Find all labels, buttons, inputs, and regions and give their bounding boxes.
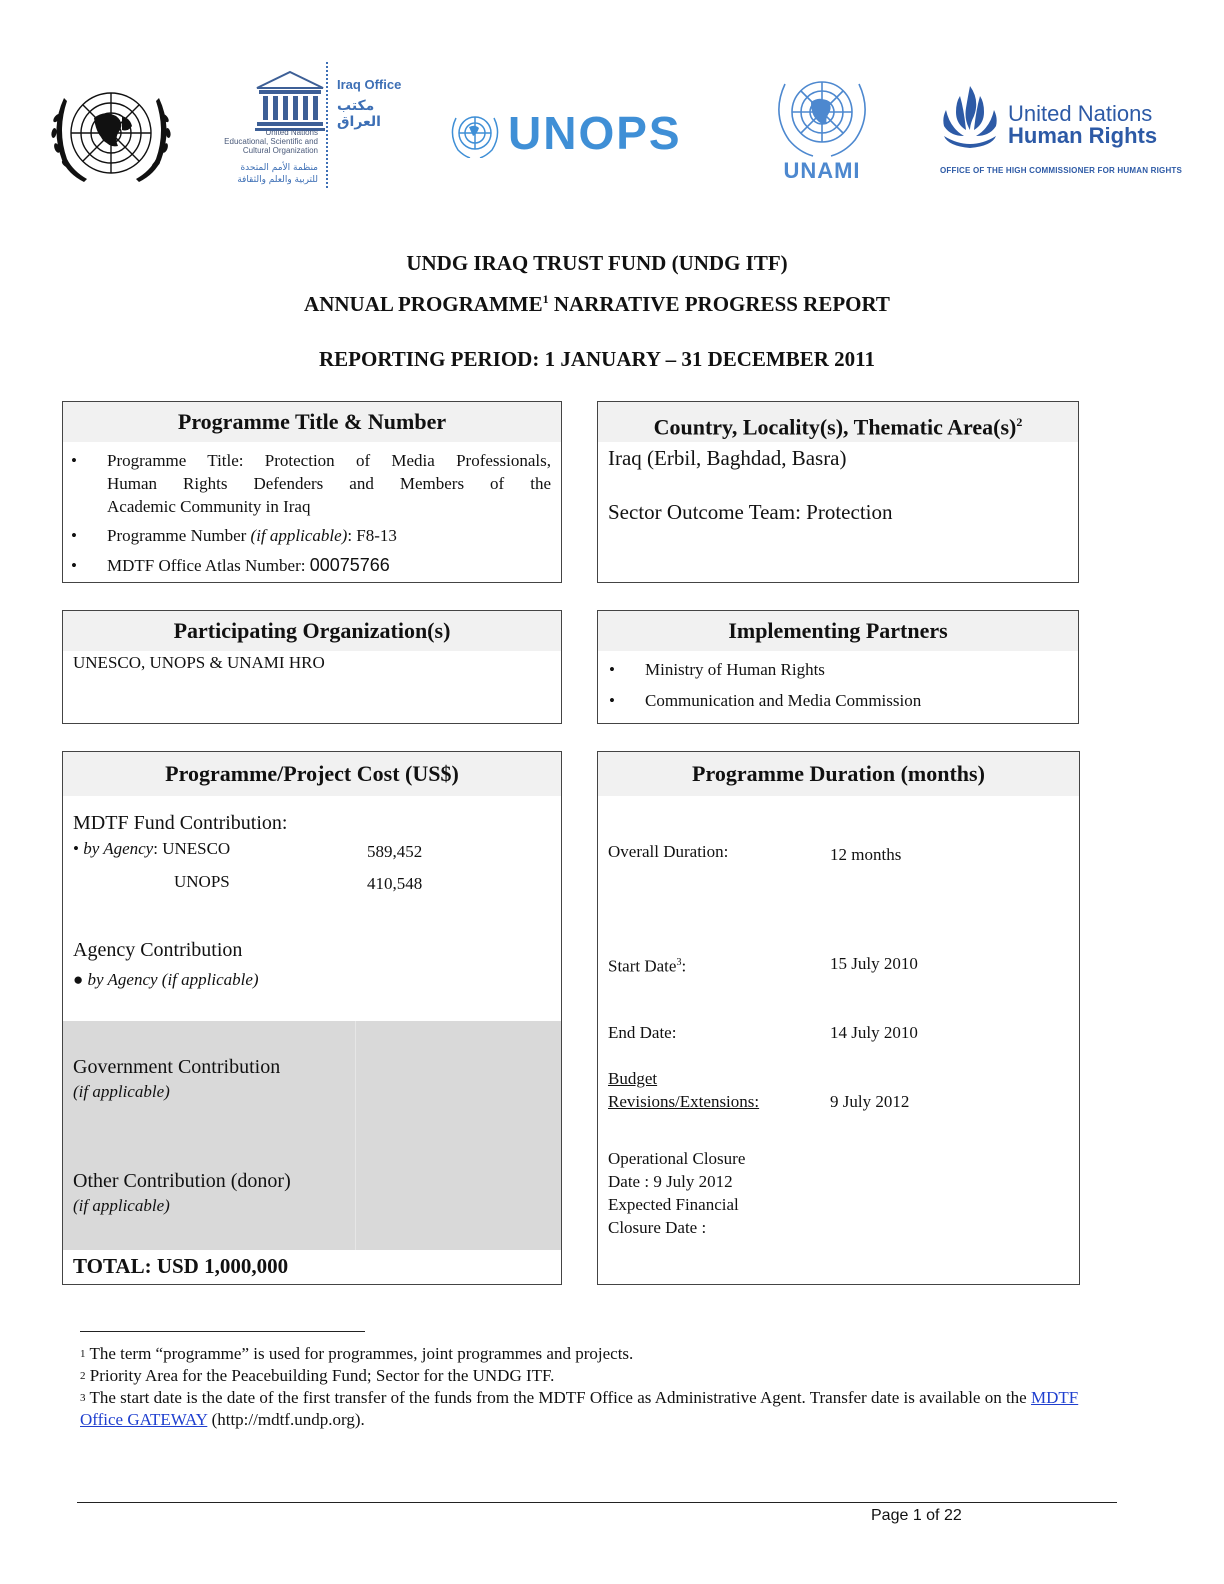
closure-line-3: Expected Financial <box>608 1195 739 1214</box>
unesco-arabic-line: للتربية والعلم والثقافة <box>237 175 318 185</box>
agency-contribution-note: by Agency (if applicable) <box>87 970 259 989</box>
unhr-line3: OFFICE OF THE HIGH COMMISSIONER FOR HUMAN RIGHTS <box>940 166 1183 175</box>
agency1-row <box>73 837 230 860</box>
country-heading <box>598 402 1078 442</box>
programme-title-line2: Human Rights Defenders and Members of the <box>107 474 551 493</box>
programme-number-note: (if applicable) <box>250 526 348 545</box>
end-date-value: 14 July 2010 <box>830 1023 918 1042</box>
participating-heading: Participating Organization(s) <box>63 611 561 651</box>
bullet-icon: • <box>71 451 77 470</box>
budget-revisions-label-2: Revisions/Extensions: <box>608 1092 760 1111</box>
budget-revisions-value: 9 July 2012 <box>830 1092 910 1111</box>
by-agency-label: by Agency <box>83 839 154 858</box>
footnote-1 <box>80 1343 1080 1365</box>
unesco-sub-line: Cultural Organization <box>242 146 318 155</box>
country-locality: Iraq (Erbil, Baghdad, Basra) <box>608 446 847 470</box>
unhr-logo <box>938 84 1183 178</box>
country-box <box>597 401 1079 583</box>
programme-title-item <box>71 449 551 472</box>
footnote-ref-1: 1 <box>542 292 549 306</box>
government-contribution-label: Government Contribution <box>73 1056 281 1078</box>
agency-contribution-label: Agency Contribution <box>73 939 243 961</box>
shade-divider <box>355 1021 356 1250</box>
unesco-divider <box>326 62 328 188</box>
programme-number-label: Programme Number <box>107 526 251 545</box>
agency-contribution-sub <box>73 968 259 991</box>
duration-box <box>597 751 1080 1285</box>
duration-heading: Programme Duration (months) <box>598 752 1079 796</box>
footnote-3-url: (http://mdtf.undp.org). <box>207 1410 365 1429</box>
unesco-logo <box>215 62 415 192</box>
footnotes <box>80 1343 1080 1431</box>
report-title-line1: UNDG IRAQ TRUST FUND (UNDG ITF) <box>406 251 788 275</box>
unami-emblem-icon <box>773 72 871 158</box>
report-title-line2-b: NARRATIVE PROGRESS REPORT <box>548 292 890 316</box>
country-heading-text: Country, Locality(s), Thematic Area(s) <box>653 414 1017 440</box>
unops-wordmark: UNOPS <box>508 107 682 159</box>
closure-line-1: Operational Closure <box>608 1149 746 1168</box>
total-cost: TOTAL: USD 1,000,000 <box>73 1254 289 1278</box>
footnote-separator <box>80 1331 365 1332</box>
programme-title-line: Programme Title: Protection of Media Professionals, <box>107 451 551 470</box>
unami-wordmark: UNAMI <box>783 158 861 183</box>
agency2-value: 410,548 <box>367 874 423 893</box>
footnote-2 <box>80 1365 1080 1387</box>
programme-title-box <box>62 401 562 583</box>
implementing-box <box>597 610 1079 724</box>
programme-number-item <box>71 524 551 547</box>
unesco-arabic-text <box>215 162 318 186</box>
unhr-line2: Human Rights <box>1008 123 1158 148</box>
sector-outcome-team: Sector Outcome Team: Protection <box>608 500 893 524</box>
cost-box <box>62 751 562 1285</box>
end-date-label: End Date: <box>608 1023 677 1042</box>
unami-logo <box>770 72 874 188</box>
bullet-icon: • <box>73 839 79 858</box>
footnote-1-text: The term “programme” is used for programmes, joint programmes and projects. <box>89 1344 634 1363</box>
closure-line-4: Closure Date : <box>608 1218 707 1237</box>
footnote-3-text: The start date is the date of the first transfer of the funds from the MDTF Office as Administrative Agent. Transfer date is available on the <box>89 1388 1031 1407</box>
atlas-number-label: MDTF Office Atlas Number: <box>107 556 310 575</box>
participating-orgs: UNESCO, UNOPS & UNAMI HRO <box>73 653 325 672</box>
start-date-label <box>608 951 686 978</box>
implementing-partner: Communication and Media Commission <box>645 691 922 710</box>
unesco-sub-line: Educational, Scientific and <box>224 137 318 146</box>
participating-box <box>62 610 562 724</box>
bullet-icon: • <box>609 660 615 679</box>
implementing-partner-item <box>609 658 825 681</box>
closure-line-2: Date : 9 July 2012 <box>608 1172 733 1191</box>
footer-rule <box>77 1502 1117 1503</box>
unesco-arabic-line: منظمة الأمم المتحدة <box>240 163 318 173</box>
mdtf-gateway-link[interactable]: MDTF Office GATEWAY <box>80 1388 1079 1429</box>
other-contribution-label: Other Contribution (donor) <box>73 1170 291 1192</box>
unops-emblem-icon <box>448 108 502 158</box>
footnote-1-marker: 1 <box>80 1348 86 1360</box>
overall-duration-value: 12 months <box>830 845 902 864</box>
implementing-partner-item <box>609 689 922 712</box>
page-number: Page 1 of 22 <box>871 1507 962 1524</box>
implementing-heading: Implementing Partners <box>598 611 1078 651</box>
programme-title-line3: Academic Community in Iraq <box>107 497 311 516</box>
bullet-icon: • <box>71 556 77 575</box>
reporting-period: REPORTING PERIOD: 1 JANUARY – 31 DECEMBER 2011 <box>318 347 876 371</box>
iraq-office-arabic: مكتب العراق <box>337 98 381 130</box>
programme-title-heading: Programme Title & Number <box>63 402 561 442</box>
unesco-sub-text <box>215 128 318 155</box>
footnote-ref-2: 2 <box>1016 415 1023 429</box>
unhr-line1: United Nations <box>1008 101 1153 126</box>
footnote-3 <box>80 1387 1080 1431</box>
human-rights-flame-icon <box>938 84 1002 150</box>
un-emblem-logo <box>44 78 179 193</box>
budget-revisions-label-1: Budget <box>608 1069 658 1088</box>
un-emblem-icon <box>44 78 179 193</box>
implementing-partner: Ministry of Human Rights <box>645 660 825 679</box>
footnote-2-marker: 2 <box>80 1370 86 1382</box>
start-date-value: 15 July 2010 <box>830 954 918 973</box>
footnote-2-text: Priority Area for the Peacebuilding Fund; Sector for the UNDG ITF. <box>89 1366 555 1385</box>
government-contribution-sub: (if applicable) <box>73 1082 170 1101</box>
unesco-temple-icon <box>255 70 325 132</box>
other-contribution-sub: (if applicable) <box>73 1196 170 1215</box>
agency2-name: UNOPS <box>174 872 230 891</box>
report-title-line2-a: ANNUAL PROGRAMME <box>304 292 543 316</box>
unops-logo <box>448 106 708 162</box>
bullet-icon: • <box>71 526 77 545</box>
bullet-icon: • <box>609 691 615 710</box>
start-date-text: Start Date <box>608 956 677 976</box>
agency1-value: 589,452 <box>367 842 423 861</box>
atlas-number-item <box>71 554 551 577</box>
unesco-sub-line: United Nations <box>265 128 318 137</box>
start-date-colon: : <box>681 956 687 976</box>
bullet-icon: ● <box>73 970 84 989</box>
agency1-name: : UNESCO <box>153 839 231 858</box>
overall-duration-label: Overall Duration: <box>608 842 729 861</box>
mdtf-contribution-label: MDTF Fund Contribution: <box>73 812 288 834</box>
atlas-number-value: 00075766 <box>309 555 390 575</box>
programme-number-value: : F8-13 <box>347 526 397 545</box>
cost-heading: Programme/Project Cost (US$) <box>63 752 561 796</box>
iraq-office-label: Iraq Office <box>337 77 402 92</box>
footnote-ref-3: 3 <box>676 957 682 968</box>
report-title-line2 <box>0 292 1194 317</box>
footnote-3-marker: 3 <box>80 1392 86 1404</box>
